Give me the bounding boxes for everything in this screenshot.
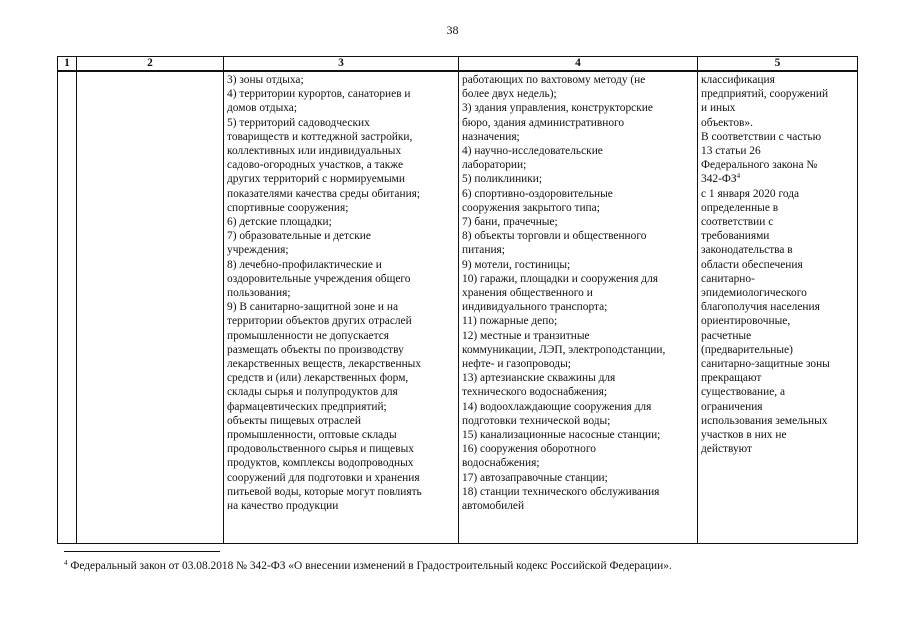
text-line: 12) местные и транзитные [462,329,590,342]
text-line: санитарно- [701,272,755,285]
text-line: лаборатории; [462,159,527,172]
cell-col-1 [58,71,77,544]
text-line: спортивные сооружения; [227,201,349,214]
col5-law-line [701,172,854,186]
table-header-row [58,57,858,72]
text-line: 4) научно-исследовательские [462,145,603,158]
text-line: склады сырья и полупродуктов для [227,386,398,399]
text-line: сооружения закрытого типа; [462,201,600,214]
text-line: ограничения [701,400,763,413]
footnote-divider [64,551,220,552]
text-line: 6) спортивно-оздоровительные [462,187,613,200]
text-line: промышленности не допускается [227,329,390,342]
text-line: на качество продукции [227,500,339,513]
text-line: коллективных или индивидуальных [227,145,402,158]
text-line: сооружений для подготовки и хранения [227,471,420,484]
text-line: территории объектов других отраслей [227,315,412,328]
text-line: 11) пожарные депо; [462,315,558,328]
cell-col-5 [698,71,858,544]
text-line: требованиями [701,230,770,243]
footnote-ref: 4 [736,172,741,181]
text-line: 3) зоны отдыха; [227,74,304,86]
text-line: с 1 января 2020 года [701,187,800,200]
text-line: (предварительные) [701,343,793,356]
text-line: размещать объекты по производству [227,343,404,356]
text-line: 8) лечебно-профилактические и [227,258,382,271]
text-line: водоснабжения; [462,457,540,470]
header-col-5: 5 [698,57,858,72]
text-line: В соответствии с частью [701,130,822,143]
text-line: средств и (или) лекарственных форм, [227,372,409,385]
text-line: участков в них не [701,429,787,442]
header-col-4: 4 [459,57,698,72]
text-line: 3) здания управления, конструкторские [462,102,653,115]
header-col-2: 2 [77,57,224,72]
text-line: коммуникации, ЛЭП, электроподстанции, [462,343,666,356]
text-line: использования земельных [701,414,828,427]
text-line: 5) поликлиники; [462,173,543,186]
col5-text-top [701,73,854,172]
text-line: 16) сооружения оборотного [462,443,596,456]
text-line: 9) мотели, гостиницы; [462,258,571,271]
text-line: питьевой воды, которые могут повлиять [227,485,422,498]
text-line: 15) канализационные насосные станции; [462,429,661,442]
text-line: ориентировочные, [701,315,791,328]
text-line: эпидемиологического [701,287,807,300]
text-line: автомобилей [462,500,525,513]
text-line: области обеспечения [701,258,803,271]
text-line: законодательства в [701,244,793,257]
text-line: бюро, здания административного [462,116,625,129]
text-line: 6) детские площадки; [227,216,332,229]
header-col-1: 1 [58,57,77,72]
text-line: соответствии с [701,216,774,229]
text-line: лекарственных веществ, лекарственных [227,358,422,371]
text-line: индивидуального транспорта; [462,301,608,314]
text-line: хранения общественного и [462,287,593,300]
text-line: нефте- и газопроводы; [462,358,571,371]
text-line: фармацевтических предприятий; [227,400,387,413]
text-line: 18) станции технического обслуживания [462,485,660,498]
page-number: 38 [446,23,459,37]
text-line: показателями качества среды обитания; [227,187,421,200]
text-line: подготовки технической воды; [462,414,611,427]
text-line: предприятий, сооружений [701,88,829,101]
document-table [57,56,858,544]
text-line: работающих по вахтовому методу (не [462,74,646,86]
text-line: 5) территорий садоводческих [227,116,370,129]
cell-col-3 [224,71,459,544]
header-col-3: 3 [224,57,459,72]
text-line: 7) образовательные и детские [227,230,371,243]
table-row [58,71,858,544]
text-line: 17) автозаправочные станции; [462,471,608,484]
text-line: промышленности, оптовые склады [227,429,397,442]
text-line: объекты пищевых отраслей [227,414,361,427]
text-line: объектов». [701,116,753,129]
text-line: назначения; [462,130,520,143]
text-line: садово-огородных участков, а также [227,159,404,172]
text-line: других территорий с нормируемыми [227,173,405,186]
text-line: домов отдыха; [227,102,297,115]
cell-col-4 [459,71,698,544]
text-line: 7) бани, прачечные; [462,216,558,229]
footnote-marker: 4 [64,559,68,567]
footnote [64,559,854,573]
text-line: пользования; [227,287,291,300]
text-line: и иных [701,102,736,115]
text-line: расчетные [701,329,752,342]
text-line: продуктов, комплексы водопроводных [227,457,414,470]
text-line: 10) гаражи, площадки и сооружения для [462,272,658,285]
text-line: определенные в [701,201,779,214]
text-line: действуют [701,443,753,456]
footnote-text: Федеральный закон от 03.08.2018 № 342-ФЗ «О внесении изменений в Градостроительный кодекс Российской Федерации». [67,560,672,572]
text-line: классификация [701,74,775,86]
text-line: 8) объекты торговли и общественного [462,230,647,243]
text-line: 14) водоохлаждающие сооружения для [462,400,652,413]
text-line: товариществ и коттеджной застройки, [227,130,413,143]
col5-law-ref: 342-ФЗ [701,173,737,186]
text-line: учреждения; [227,244,289,257]
text-line: прекращают [701,372,762,385]
text-line: продовольственного сырья и пищевых [227,443,414,456]
text-line: санитарно-защитные зоны [701,358,830,371]
col5-text-bottom [701,187,854,457]
text-line: благополучия населения [701,301,820,314]
text-line: 13) артезианские скважины для [462,372,616,385]
cell-col-2 [77,71,224,544]
text-line: 9) В санитарно-защитной зоне и на [227,301,399,314]
text-line: питания; [462,244,505,257]
text-line: Федерального закона № [701,159,818,172]
text-line: более двух недель); [462,88,557,101]
text-line: оздоровительные учреждения общего [227,272,411,285]
text-line: 4) территории курортов, санаториев и [227,88,411,101]
text-line: существование, а [701,386,786,399]
text-line: технического водоснабжения; [462,386,608,399]
text-line: 13 статьи 26 [701,145,761,158]
